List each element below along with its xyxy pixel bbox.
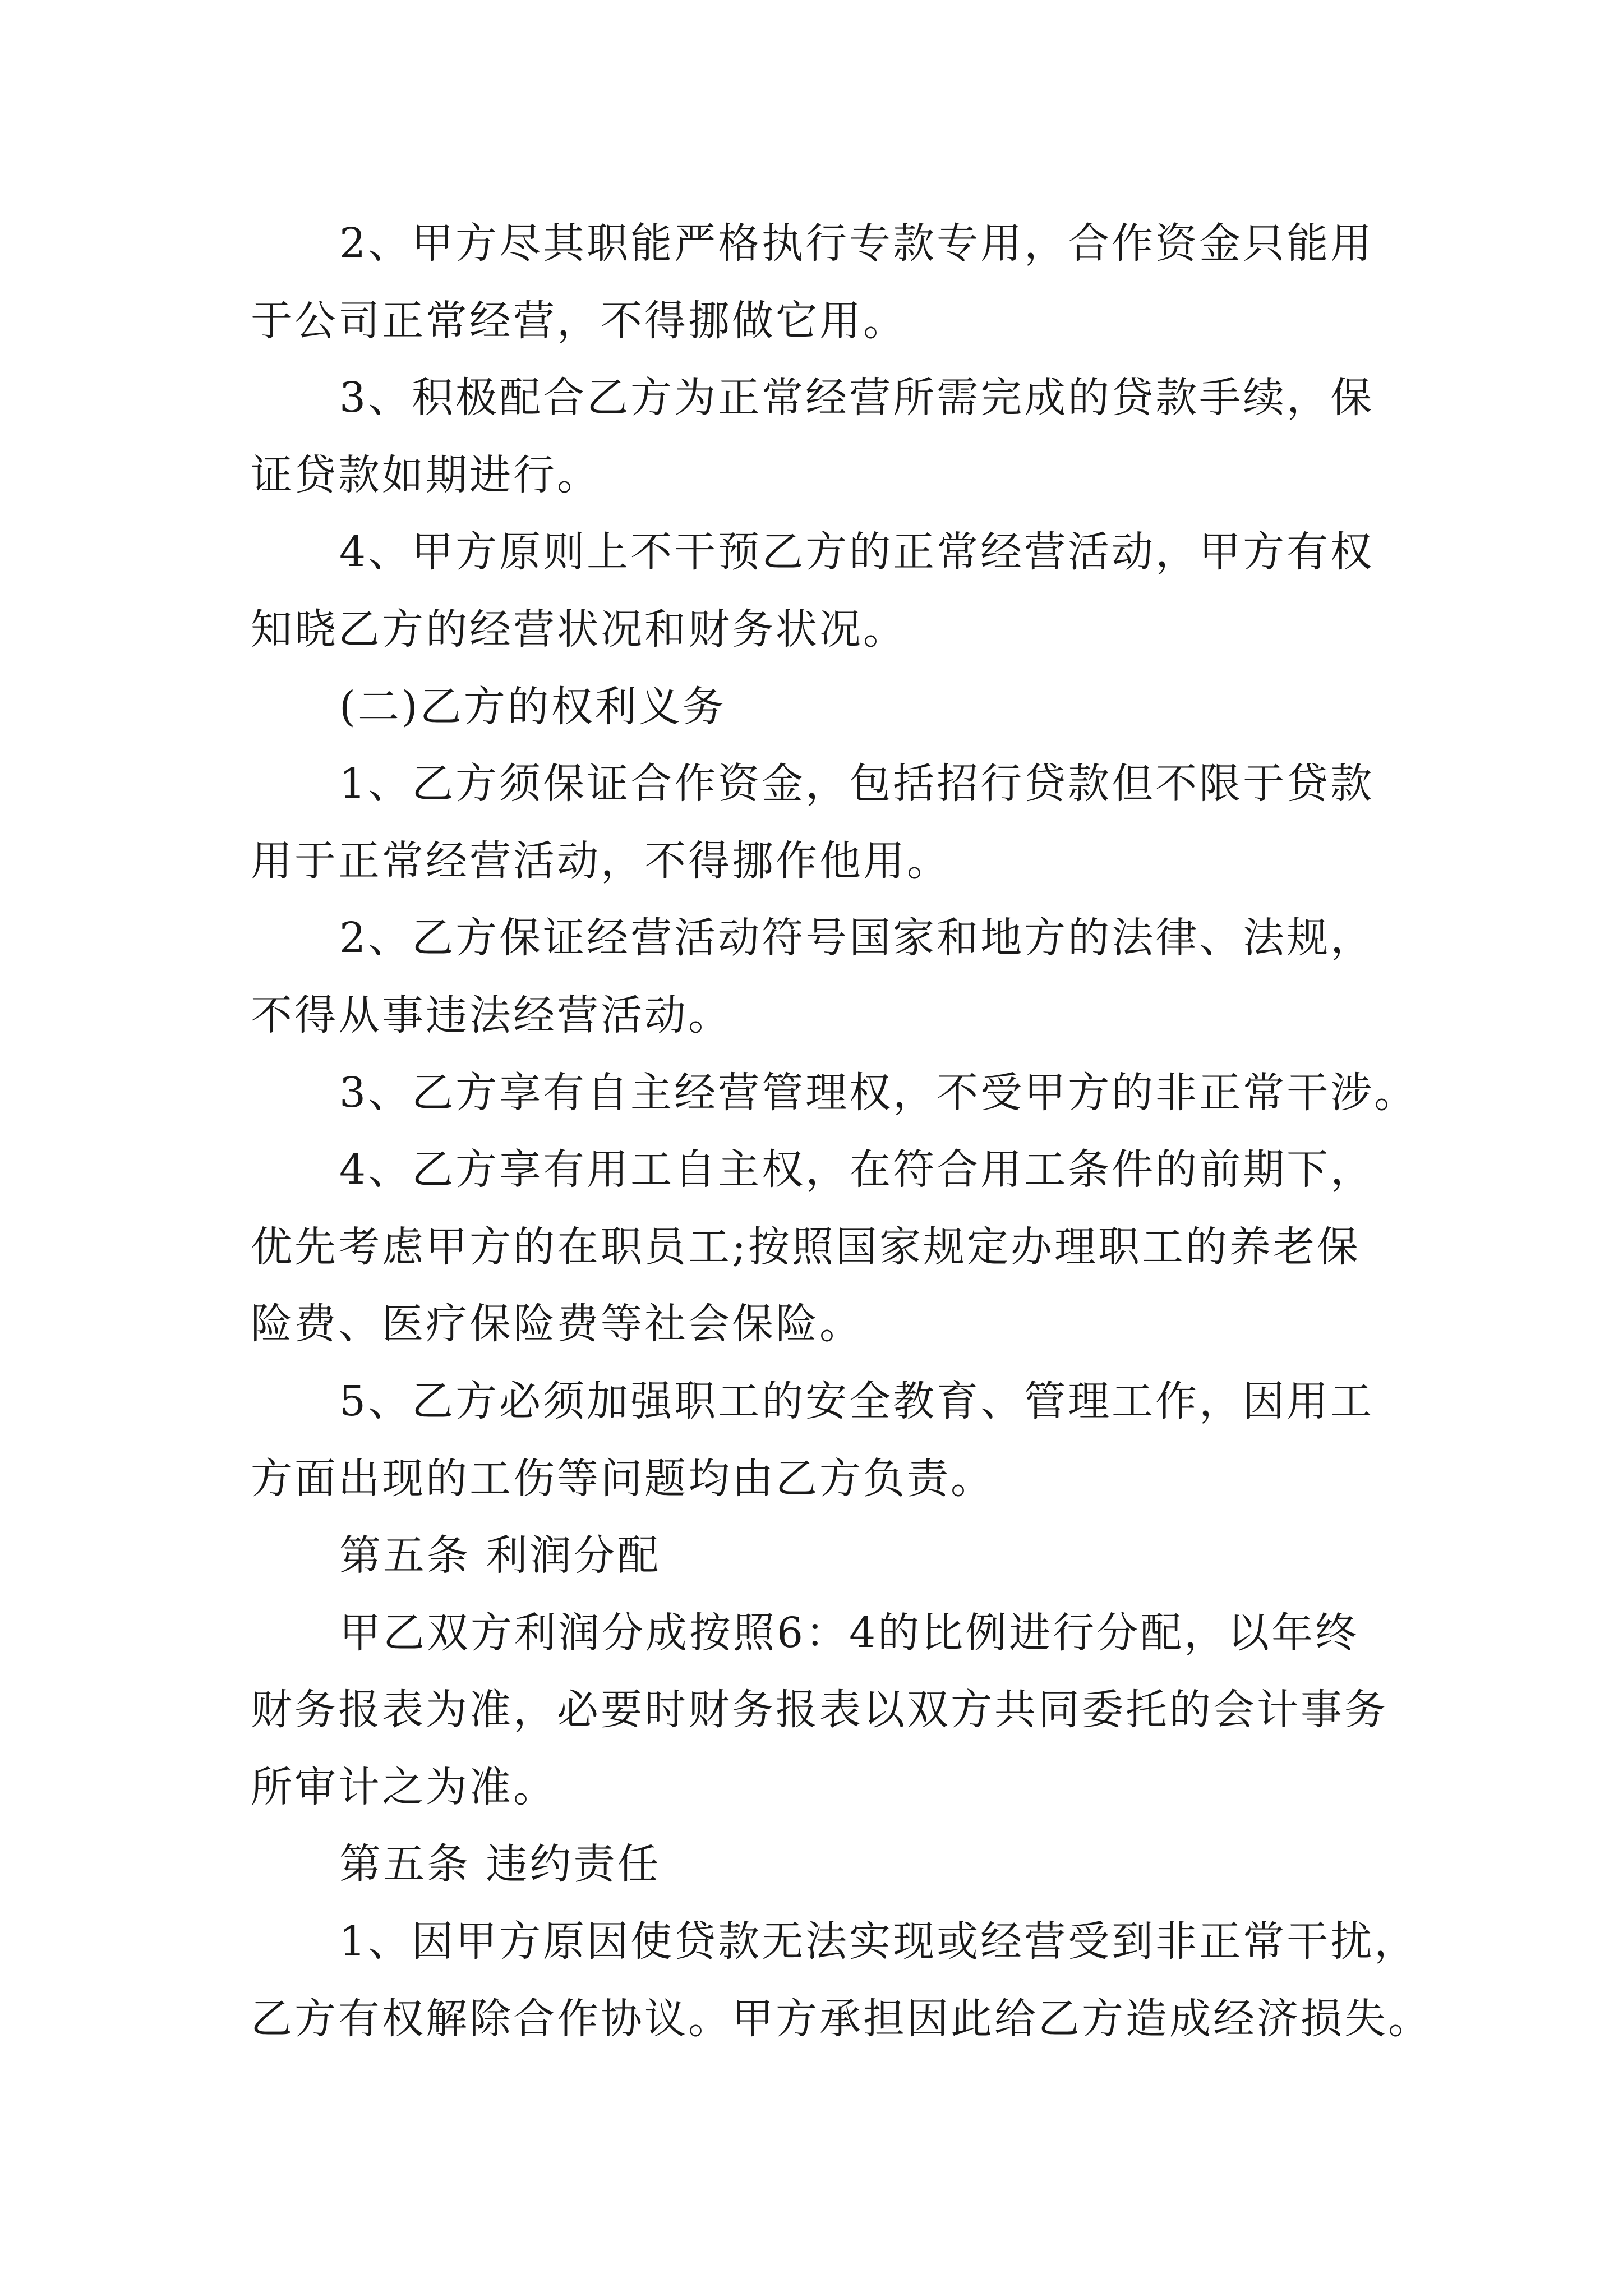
paragraph-obligation-4 (251, 514, 1484, 668)
text-line: 3、乙方享有自主经营管理权，不受甲方的非正常干涉。 (339, 1068, 1418, 1117)
article-heading-liability (251, 1826, 1484, 1903)
paragraph-party-b-4 (251, 1131, 1484, 1363)
text-line: 5、乙方必须加强职工的安全教育、管理工作，因用工 (339, 1377, 1375, 1425)
text-line: 4、甲方原则上不干预乙方的正常经营活动，甲方有权 (339, 528, 1375, 577)
text-line: 于公司正常经营，不得挪做它用。 (251, 296, 907, 345)
paragraph-party-b-2 (251, 900, 1484, 1054)
paragraph-party-b-1 (251, 746, 1484, 900)
text-line: 3、积极配合乙方为正常经营所需完成的贷款手续，保 (339, 374, 1375, 422)
paragraph-party-b-5 (251, 1363, 1484, 1517)
text-line: 所审计之为准。 (251, 1763, 557, 1811)
article-heading-profit-distribution (251, 1517, 1484, 1595)
text-line: 用于正常经营活动，不得挪作他用。 (251, 836, 951, 885)
paragraph-obligation-2 (251, 205, 1484, 360)
text-line: 知晓乙方的经营状况和财务状况。 (251, 605, 907, 654)
text-line: 乙方有权解除合作协议。甲方承担因此给乙方造成经济损失。 (251, 1994, 1432, 2043)
article-heading: 第五条 违约责任 (339, 1840, 661, 1889)
article-heading: 第五条 利润分配 (339, 1531, 661, 1580)
section-heading-party-b-rights (251, 669, 1484, 746)
text-line: 方面出现的工伤等问题均由乙方负责。 (251, 1454, 994, 1503)
text-line: 证贷款如期进行。 (251, 450, 601, 499)
paragraph-obligation-3 (251, 360, 1484, 514)
text-line: 2、乙方保证经营活动符号国家和地方的法律、法规， (339, 914, 1375, 963)
paragraph-party-b-3 (251, 1055, 1484, 1132)
paragraph-profit-distribution (251, 1595, 1484, 1826)
document-body (251, 205, 1484, 2058)
text-line: 1、乙方须保证合作资金，包括招行贷款但不限于贷款 (339, 760, 1375, 808)
text-line: 1、因甲方原因使贷款无法实现或经营受到非正常干扰， (339, 1917, 1418, 1966)
section-heading: (二)乙方的权利义务 (339, 682, 726, 731)
paragraph-liability-1 (251, 1903, 1484, 2058)
text-line: 险费、医疗保险费等社会保险。 (251, 1300, 863, 1349)
text-line: 优先考虑甲方的在职员工;按照国家规定办理职工的养老保 (251, 1222, 1361, 1271)
text-line: 不得从事违法经营活动。 (251, 991, 732, 1039)
text-line: 财务报表为准，必要时财务报表以双方共同委托的会计事务 (251, 1686, 1388, 1734)
text-line: 4、乙方享有用工自主权，在符合用工条件的前期下， (339, 1145, 1375, 1194)
text-line: 2、甲方尽其职能严格执行专款专用，合作资金只能用 (339, 219, 1375, 268)
text-line: 甲乙双方利润分成按照6：4的比例进行分配，以年终 (339, 1608, 1359, 1657)
